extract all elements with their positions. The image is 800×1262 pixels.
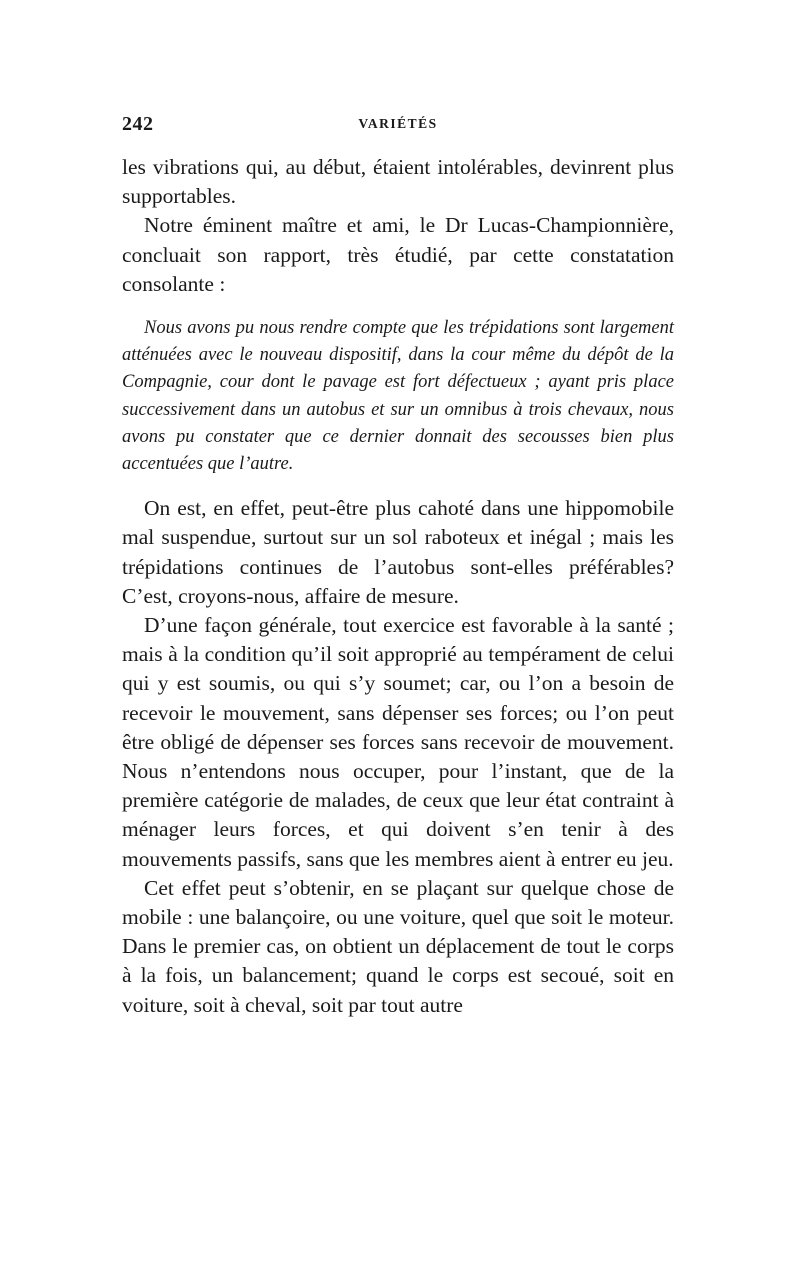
page-header bbox=[122, 113, 674, 141]
page-number: 242 bbox=[122, 113, 154, 135]
paragraph: D’une façon générale, tout exercice est favorable à la santé ; mais à la condition qu’il soit approprié au tempérament de celui qui y est soumis, ou qui s’y soumet; car, ou l’on a besoin de recevoir le mouvement, sans dépenser ses forces; ou l’on peut être obligé de dépenser ses forces sans recevoir de mouvement. Nous n’entendons nous occuper, pour l’instant, que de la première catégorie de malades, de ceux que leur état contraint à ménager leurs forces, et qui doivent s’en tenir à des mouvements passifs, sans que les membres aient à entrer eu jeu. bbox=[122, 613, 674, 871]
paragraph: Notre éminent maître et ami, le Dr Lucas-Championnière, concluait son rapport, très étudié, par cette constatation consolante : bbox=[122, 213, 674, 296]
paragraph: Cet effet peut s’obtenir, en se plaçant sur quelque chose de mobile : une balançoire, ou une voiture, quel que soit le moteur. Dans le premier cas, on obtient un déplacement de tout le corps à la fois, un balancement; quand le corps est secoué, soit en voiture, soit à cheval, soit par tout autre bbox=[122, 875, 674, 1017]
block-quote: Nous avons pu nous rendre compte que les trépidations sont largement atténuées avec le nouveau dispositif, dans la cour même du dépôt de la Compagnie, cour dont le pavage est fort défectueux ; ayant pris place successivement dans un autobus et sur un omnibus à trois chevaux, nous avons pu constater que ce dernier donnait des secousses bien plus accentuées que l’autre. bbox=[122, 318, 674, 475]
paragraph-continuation: les vibrations qui, au début, étaient intolérables, devinrent plus supportables. bbox=[122, 155, 674, 209]
paragraph: On est, en effet, peut-être plus cahoté dans une hippomobile mal suspendue, surtout sur un sol raboteux et inégal ; mais les trépidations continues de l’autobus sont-elles préférables? C’est, croyons-nous, affaire de mesure. bbox=[122, 496, 674, 608]
running-head: VARIÉTÉS bbox=[358, 116, 438, 131]
body-text bbox=[122, 153, 674, 1020]
